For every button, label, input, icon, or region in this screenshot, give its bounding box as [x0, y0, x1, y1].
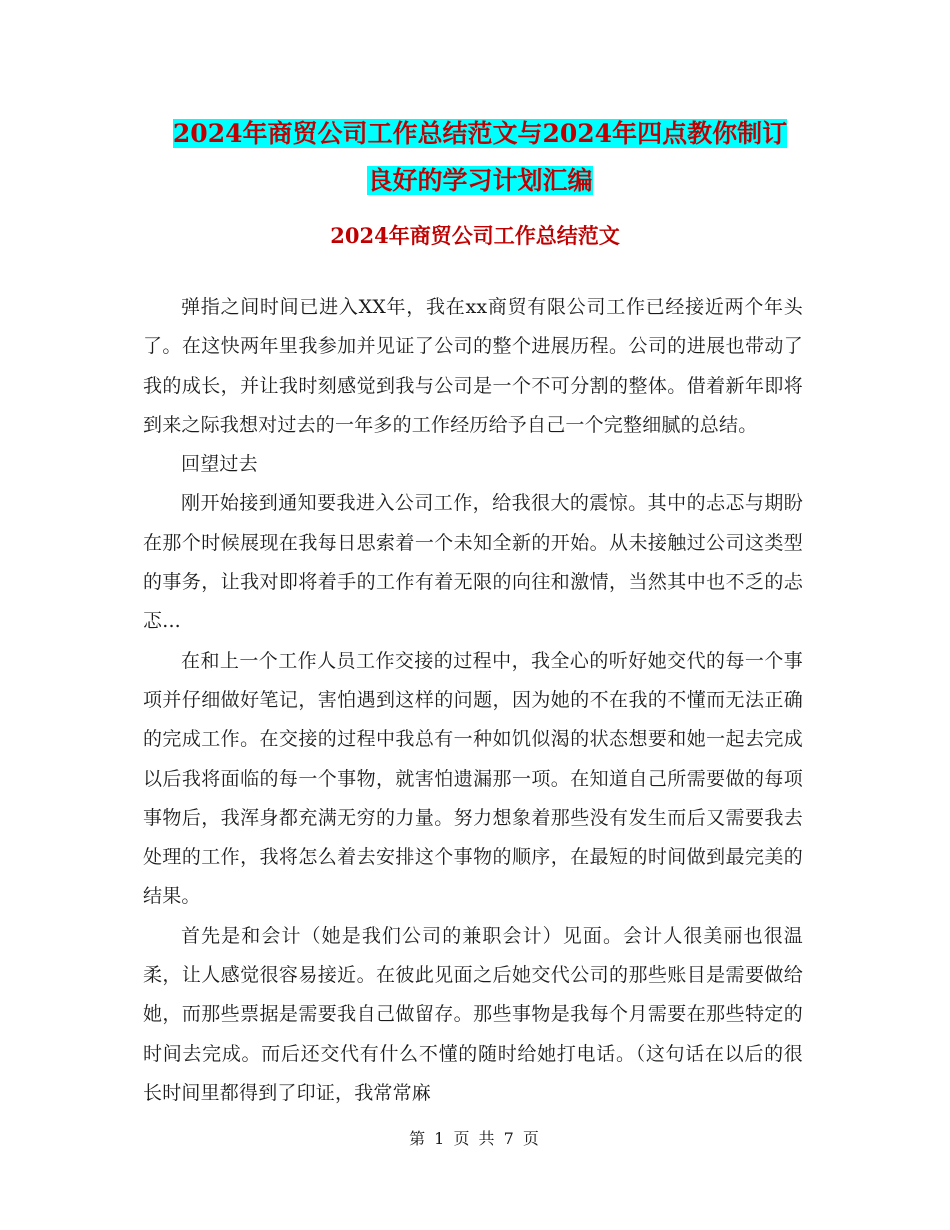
document-body — [143, 288, 803, 1113]
title-line-2: 良好的学习计划汇编 — [367, 166, 593, 195]
document-title — [150, 110, 810, 204]
paragraph-beginning: 刚开始接到通知要我进入公司工作，给我很大的震惊。其中的忐忑与期盼在那个时候展现在我每日思索着一个未知全新的开始。从未接触过公司这类型的事务，让我对即将着手的工作有着无限的向往和激情，当然其中也不乏的忐忑... — [143, 492, 803, 633]
paragraph-handover: 在和上一个工作人员工作交接的过程中，我全心的听好她交代的每一个事项并仔细做好笔记，害怕遇到这样的问题，因为她的不在我的不懂而无法正确的完成工作。在交接的过程中我总有一种如饥似渴的状态想要和她一起去完成以后我将面临的每一个事物，就害怕遗漏那一项。在知道自己所需要做的每项事物后，我浑身都充满无穷的力量。努力想象着那些没有发生而后又需要我去处理的工作，我将怎么着去安排这个事物的顺序，在最短的时间做到最完美的结果。 — [143, 649, 803, 908]
paragraph-subheading: 回望过去 — [181, 453, 258, 476]
paragraph-accountant: 首先是和会计（她是我们公司的兼职会计）见面。会计人很美丽也很温柔，让人感觉很容易接近。在彼此见面之后她交代公司的那些账目是需要做给她，而那些票据是需要我自己做留存。那些事物是我每个月需要在那些特定的时间去完成。而后还交代有什么不懂的随时给她打电话。（这句话在以后的很长时间里都得到了印证，我常常麻 — [143, 924, 803, 1104]
section-heading: 2024年商贸公司工作总结范文 — [330, 223, 620, 248]
paragraph-intro: 弹指之间时间已进入XX年，我在xx商贸有限公司工作已经接近两个年头了。在这快两年里我参加并见证了公司的整个进展历程。公司的进展也带动了我的成长，并让我时刻感觉到我与公司是一个不可分割的整体。借着新年即将到来之际我想对过去的一年多的工作经历给予自己一个完整细腻的总结。 — [143, 296, 803, 436]
title-line-1: 2024年商贸公司工作总结范文与2024年四点教你制订 — [172, 119, 788, 148]
page-footer: 第 1 页 共 7 页 — [409, 1129, 541, 1148]
